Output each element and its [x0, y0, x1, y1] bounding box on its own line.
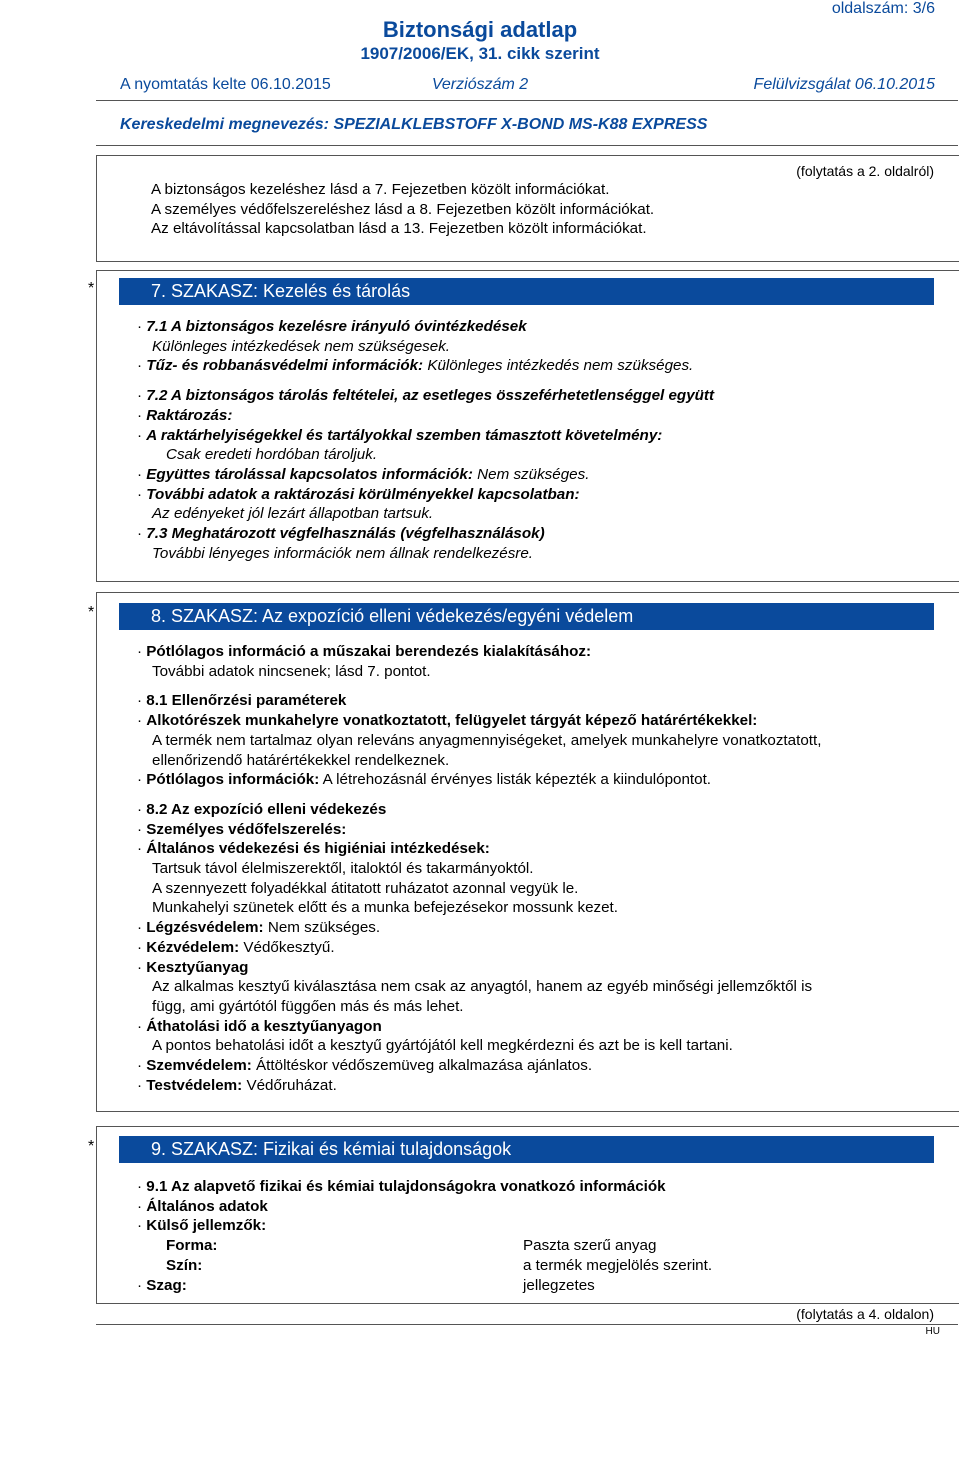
penetration-text: A pontos behatolási időt a kesztyű gyártójától kell megkérdezni és azt be is kell tartani.	[152, 1037, 733, 1055]
requirement-label: A raktárhelyiségekkel és tartályokkal szemben támasztott követelmény:	[146, 426, 663, 444]
penetration-label: Áthatolási idő a kesztyűanyagon	[146, 1017, 382, 1035]
hand-text: Védőkesztyű.	[243, 938, 335, 956]
joint-storage-label: Együttes tárolással kapcsolatos információk:	[146, 465, 473, 483]
color-value: a termék megjelölés szerint.	[523, 1256, 713, 1274]
hygiene-line: Munkahelyi szünetek előtt és a munka befejezésekor mossunk kezet.	[152, 899, 618, 917]
requirement-text: Csak eredeti hordóban tároljuk.	[166, 446, 378, 464]
further-storage-label: További adatok a raktározási körülményekkel kapcsolatban:	[146, 485, 580, 503]
color-label: Szín:	[166, 1256, 203, 1274]
trade-name: Kereskedelmi megnevezés: SPEZIALKLEBSTOFF X-BOND MS-K88 EXPRESS	[120, 116, 708, 133]
limits-label: Alkotórészek munkahelyre vonatkoztatott, felügyelet tárgyát képező határértékekkel:	[146, 712, 758, 730]
limits-text: ellenőrizendő határértékekkel rendelkeznek.	[152, 751, 450, 769]
section-8-body: · Pótlólagos információ a műszakai berendezés kialakításához: További adatok nincsenek; lásd 7. pontot. · 8.1 Ellenőrzési paraméterek · Alkotórészek munkahelyre vonatkoztatott, felügyelet tárgyát képező határértékekkel: A termék nem tartalmaz olyan releváns anyagmennyiségeket, amelyek munkahelyre vonatkoztatott, ellenőrizendő határértékekkel rendelkeznek. · Pótlólagos információk: A létrehozásnál érvényes listák képezték a kiindulópontot. · 8.2 Az expozíció elleni védekezés · Személyes védőfelszerelés: · Általános védekezési és higiéniai intézkedések: Tartsuk távol élelmiszerektől, italoktól és takarmányoktól. A szennyezett folyadékkal átitatott ruházatot azonnal vegyük le. Munkahelyi szünetek előtt és a munka befejezésekor mossunk kezet. · Légzésvédelem: Nem szükséges. · Kézvédelem: Védőkesztyű. · Kesztyűanyag Az alkalmas kesztyű kiválasztása nem csak az anyagtól, hanem az egyéb minőségi jellemzőktől is függ, ami gyártótól függően más és más lehet. · Áthatolási idő a kesztyűanyagon A pontos behatolási időt a kesztyű gyártójától kell megkérdezni és azt be is kell tartani. · Szemvédelem: Áttöltéskor védőszemüveg alkalmazása ajánlatos. · Testvédelem: Védőruházat.	[137, 643, 822, 1094]
hygiene-line: A szennyezett folyadékkal átitatott ruházatot azonnal vegyük le.	[152, 879, 579, 897]
hygiene-label: Általános védekezési és higiéniai intézkedések:	[146, 840, 490, 858]
trade-name-rule	[96, 145, 958, 146]
intro-references	[151, 180, 654, 239]
fire-label: Tűz- és robbanásvédelmi információk:	[146, 357, 424, 375]
further-storage-text: Az edényeket jól lezárt állapotban tartsuk.	[152, 505, 434, 523]
respiratory-text: Nem szükséges.	[267, 919, 381, 937]
page-number: oldalszám: 3/6	[831, 0, 935, 17]
section-9-body: · 9.1 Az alapvető fizikai és kémiai tulajdonságokra vonatkozó információk · Általános adatok · Külső jellemzők: Forma: Paszta szerű anyag Szín: a termék megjelölés szerint. · Szag: jellegzetes	[137, 1178, 713, 1294]
form-label: Forma:	[166, 1237, 218, 1255]
text-7-3: További lényeges információk nem állnak rendelkezésre.	[152, 544, 534, 562]
heading-7-2: 7.2 A biztonságos tárolás feltételei, az esetleges összeférhetetlenséggel együtt	[146, 387, 715, 405]
bullet: ·	[137, 318, 147, 335]
heading-8-1: 8.1 Ellenőrzési paraméterek	[146, 692, 347, 710]
respiratory-label: Légzésvédelem:	[146, 919, 264, 937]
section-7-title: 7. SZAKASZ: Kezelés és tárolás	[119, 278, 934, 305]
section-8-title: 8. SZAKASZ: Az expozíció elleni védekezés/egyéni védelem	[119, 603, 934, 630]
change-marker: *	[88, 1138, 95, 1155]
form-value: Paszta szerű anyag	[523, 1237, 657, 1255]
tech-text: További adatok nincsenek; lásd 7. pontot.	[152, 662, 431, 680]
heading-8-2: 8.2 Az expozíció elleni védekezés	[146, 800, 387, 818]
change-marker: *	[88, 280, 95, 297]
glove-material-text: Az alkalmas kesztyű kiválasztása nem csak az anyagtól, hanem az egyéb minőségi jellemzőktől is	[152, 978, 813, 996]
ppe-label: Személyes védőfelszerelés:	[146, 820, 347, 838]
print-date: A nyomtatás kelte 06.10.2015	[120, 76, 331, 93]
continued-to-note: (folytatás a 4. oldalon)	[796, 1306, 934, 1322]
glove-material-text: függ, ami gyártótól függően más és más lehet.	[152, 997, 464, 1015]
additional-label: Pótlólagos információk:	[146, 771, 320, 789]
fire-text: Különleges intézkedés nem szükséges.	[427, 357, 694, 375]
change-marker: *	[88, 604, 95, 621]
regulation-subtitle: 1907/2006/EK, 31. cikk szerint	[360, 44, 600, 63]
heading-7-3: 7.3 Meghatározott végfelhasználás (végfelhasználások)	[146, 525, 545, 543]
revision-date: Felülvizsgálat 06.10.2015	[753, 76, 935, 93]
intro-line: A biztonságos kezeléshez lásd a 7. Fejezetben közölt információkat.	[151, 181, 610, 198]
additional-text: A létrehozásnál érvényes listák képezték a kiindulópontot.	[322, 771, 712, 789]
language-code: HU	[925, 1326, 940, 1337]
storage-label: Raktározás:	[146, 406, 233, 424]
hand-label: Kézvédelem:	[146, 938, 240, 956]
odor-value: jellegzetes	[523, 1276, 595, 1294]
limits-text: A termék nem tartalmaz olyan releváns anyagmennyiségeket, amelyek munkahelyre vonatkoztatott,	[152, 731, 822, 749]
eye-text: Áttöltéskor védőszemüveg alkalmazása ajánlatos.	[256, 1057, 593, 1075]
section-9-title: 9. SZAKASZ: Fizikai és kémiai tulajdonságok	[119, 1136, 934, 1163]
appearance-label: Külső jellemzők:	[146, 1217, 267, 1235]
footer-rule	[96, 1324, 958, 1325]
heading-9-1: 9.1 Az alapvető fizikai és kémiai tulajdonságokra vonatkozó információk	[146, 1178, 666, 1195]
hygiene-line: Tartsuk távol élelmiszerektől, italoktól és takarmányoktól.	[152, 860, 534, 878]
header-rule	[96, 100, 958, 101]
glove-material-label: Kesztyűanyag	[146, 958, 249, 976]
general-data-label: Általános adatok	[146, 1197, 268, 1215]
intro-line: Az eltávolítással kapcsolatban lásd a 13. Fejezetben közölt információkat.	[151, 220, 647, 238]
body-protection-label: Testvédelem:	[146, 1076, 243, 1094]
version-number: Verziószám 2	[431, 76, 529, 93]
section-7-body: · 7.1 A biztonságos kezelésre irányuló óvintézkedések Különleges intézkedések nem szükségesek. · Tűz- és robbanásvédelmi információk: Különleges intézkedés nem szükséges. · 7.2 A biztonságos tárolás feltételei, az esetleges összeférhetetlenséggel együtt · Raktározás: · A raktárhelyiségekkel és tartályokkal szemben támasztott követelmény: Csak eredeti hordóban tároljuk. · Együttes tárolással kapcsolatos információk: Nem szükséges. · További adatok a raktározási körülményekkel kapcsolatban: Az edényeket jól lezárt állapotban tartsuk. · 7.3 Meghatározott végfelhasználás (végfelhasználások) További lényeges információk nem állnak rendelkezésre.	[137, 318, 715, 562]
heading-7-1: 7.1 A biztonságos kezelésre irányuló óvintézkedések	[146, 318, 527, 335]
joint-storage-text: Nem szükséges.	[477, 465, 590, 483]
tech-label: Pótlólagos információ a műszakai berendezés kialakításához:	[146, 643, 592, 660]
body-protection-text: Védőruházat.	[246, 1076, 337, 1094]
odor-label: Szag:	[146, 1276, 187, 1294]
eye-label: Szemvédelem:	[146, 1057, 252, 1075]
continued-from-note: (folytatás a 2. oldalról)	[796, 163, 934, 179]
intro-line: A személyes védőfelszereléshez lásd a 8. Fejezetben közölt információkat.	[151, 200, 655, 218]
document-title: Biztonsági adatlap	[382, 17, 578, 42]
text-7-1: Különleges intézkedések nem szükségesek.	[152, 337, 451, 355]
